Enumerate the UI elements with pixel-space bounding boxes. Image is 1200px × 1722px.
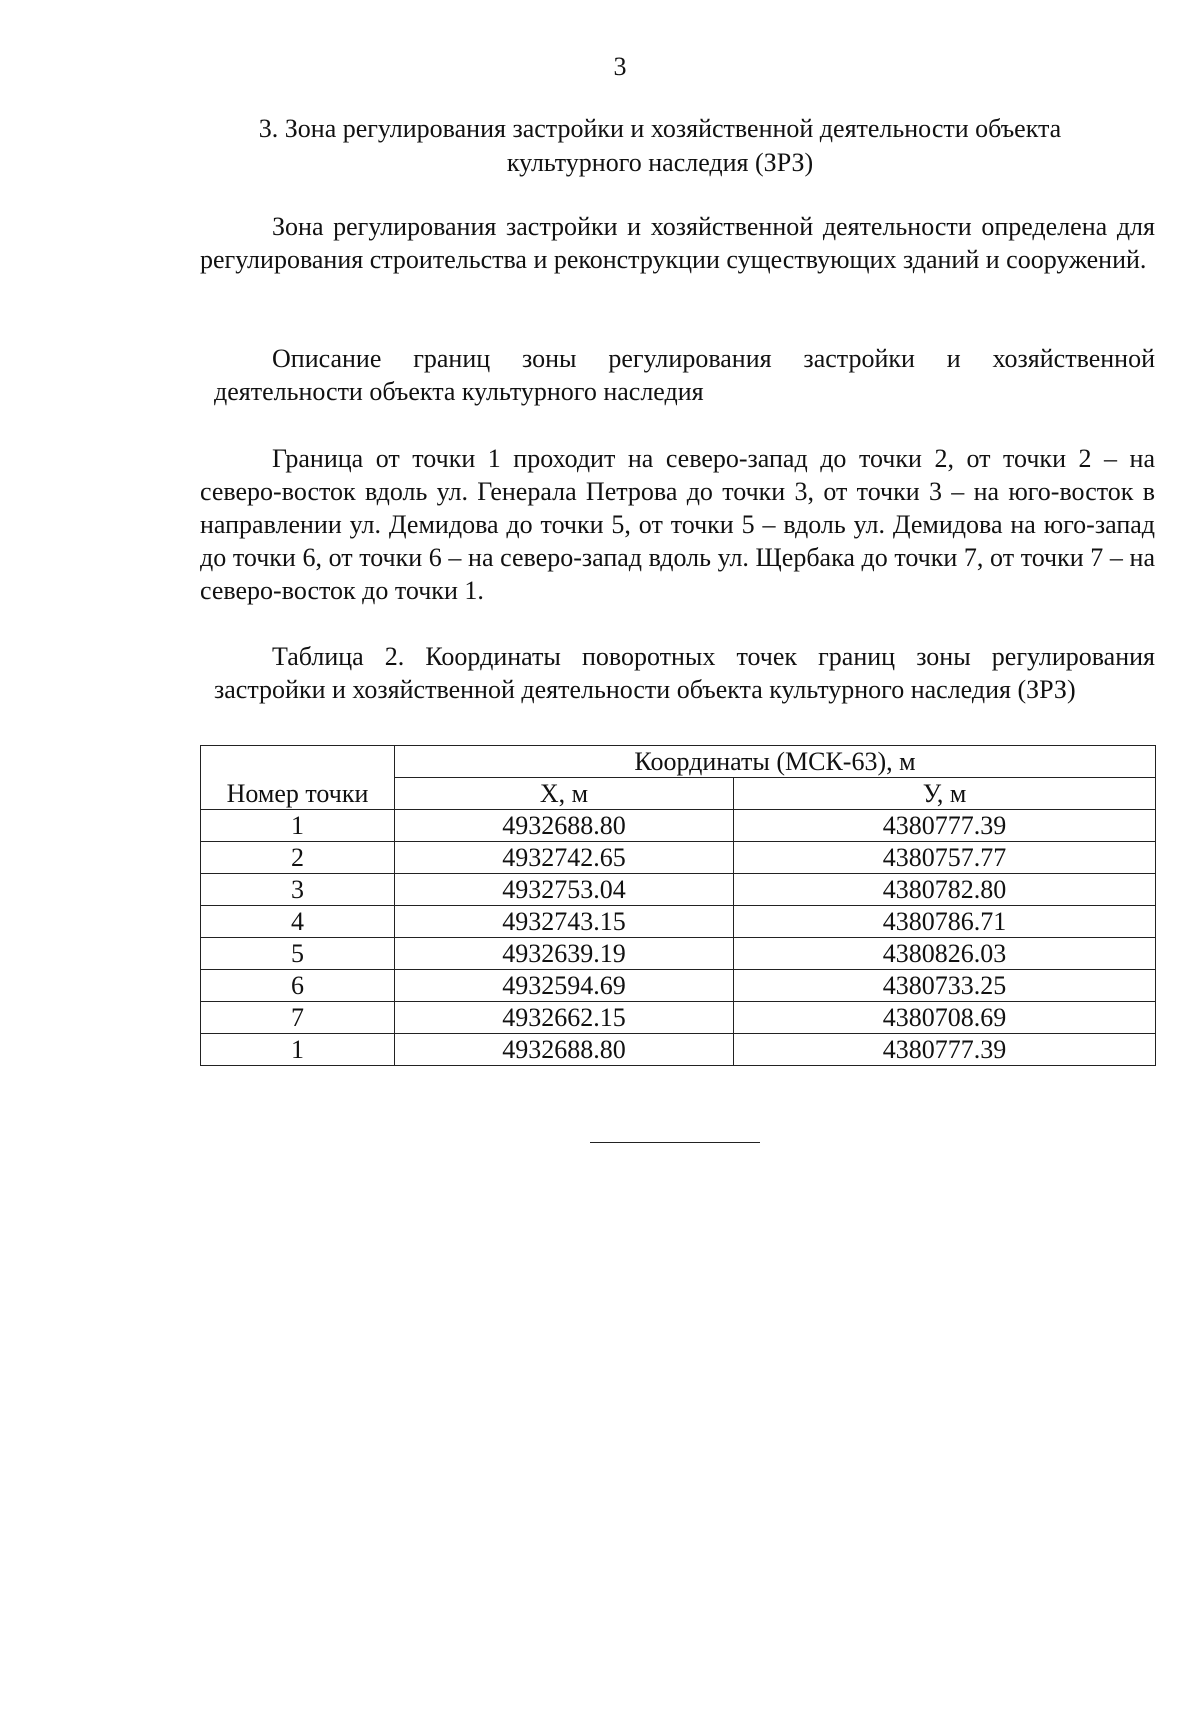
- cell-x: 4932753.04: [395, 874, 734, 906]
- cell-x: 4932662.15: [395, 1002, 734, 1034]
- cell-point: 6: [201, 970, 395, 1002]
- page-number: 3: [613, 52, 627, 81]
- cell-y: 4380826.03: [734, 938, 1156, 970]
- cell-y: 4380757.77: [734, 842, 1156, 874]
- cell-x: 4932743.15: [395, 906, 734, 938]
- table-row: [201, 842, 1156, 874]
- end-separator-line: [590, 1142, 760, 1143]
- cell-x: 4932594.69: [395, 970, 734, 1002]
- section-title-line-2: культурного наследия (ЗРЗ): [506, 148, 814, 177]
- cell-y: 4380777.39: [734, 1034, 1156, 1066]
- table-row: [201, 938, 1156, 970]
- cell-point: 1: [201, 810, 395, 842]
- table-row: [201, 1034, 1156, 1066]
- cell-y: 4380777.39: [734, 810, 1156, 842]
- table-row: [201, 1002, 1156, 1034]
- cell-x: 4932688.80: [395, 810, 734, 842]
- table-caption: Таблица 2. Координаты поворотных точек границ зоны регулирования застройки и хозяйственной деятельности объекта культурного наследия (ЗРЗ): [214, 642, 1155, 704]
- table-row: [201, 810, 1156, 842]
- header-x: X, м: [395, 778, 734, 810]
- coordinates-table: [200, 745, 1156, 1066]
- table-row: [201, 970, 1156, 1002]
- cell-x: 4932742.65: [395, 842, 734, 874]
- cell-point: 4: [201, 906, 395, 938]
- cell-y: 4380733.25: [734, 970, 1156, 1002]
- table-header-row: [201, 746, 1156, 778]
- boundary-description-heading: Описание границ зоны регулирования застройки и хозяйственной деятельности объекта культурного наследия: [214, 344, 1155, 406]
- table-row: [201, 906, 1156, 938]
- table-row: [201, 874, 1156, 906]
- cell-y: 4380708.69: [734, 1002, 1156, 1034]
- header-y: У, м: [734, 778, 1156, 810]
- section-title: [220, 112, 1100, 180]
- header-point-number: Номер точки: [201, 746, 395, 810]
- cell-x: 4932639.19: [395, 938, 734, 970]
- cell-point: 2: [201, 842, 395, 874]
- cell-point: 1: [201, 1034, 395, 1066]
- cell-x: 4932688.80: [395, 1034, 734, 1066]
- boundary-description-paragraph: Граница от точки 1 проходит на северо-запад до точки 2, от точки 2 – на северо-восток вдоль ул. Генерала Петрова до точки 3, от точки 3 – на юго-восток в направлении ул. Демидова до точки 5, от точки 5 – вдоль ул. Демидова на юго-запад до точки 6, от точки 6 – на северо-запад вдоль ул. Щербака до точки 7, от точки 7 – на северо-восток до точки 1.: [200, 444, 1155, 605]
- cell-point: 7: [201, 1002, 395, 1034]
- section-title-line-1: 3. Зона регулирования застройки и хозяйственной деятельности объекта: [258, 114, 1062, 143]
- cell-y: 4380782.80: [734, 874, 1156, 906]
- cell-point: 3: [201, 874, 395, 906]
- cell-point: 5: [201, 938, 395, 970]
- zone-definition-paragraph: Зона регулирования застройки и хозяйственной деятельности определена для регулирования строительства и реконструкции существующих зданий и сооружений.: [200, 212, 1155, 274]
- cell-y: 4380786.71: [734, 906, 1156, 938]
- header-coordinates: Координаты (МСК-63), м: [395, 746, 1156, 778]
